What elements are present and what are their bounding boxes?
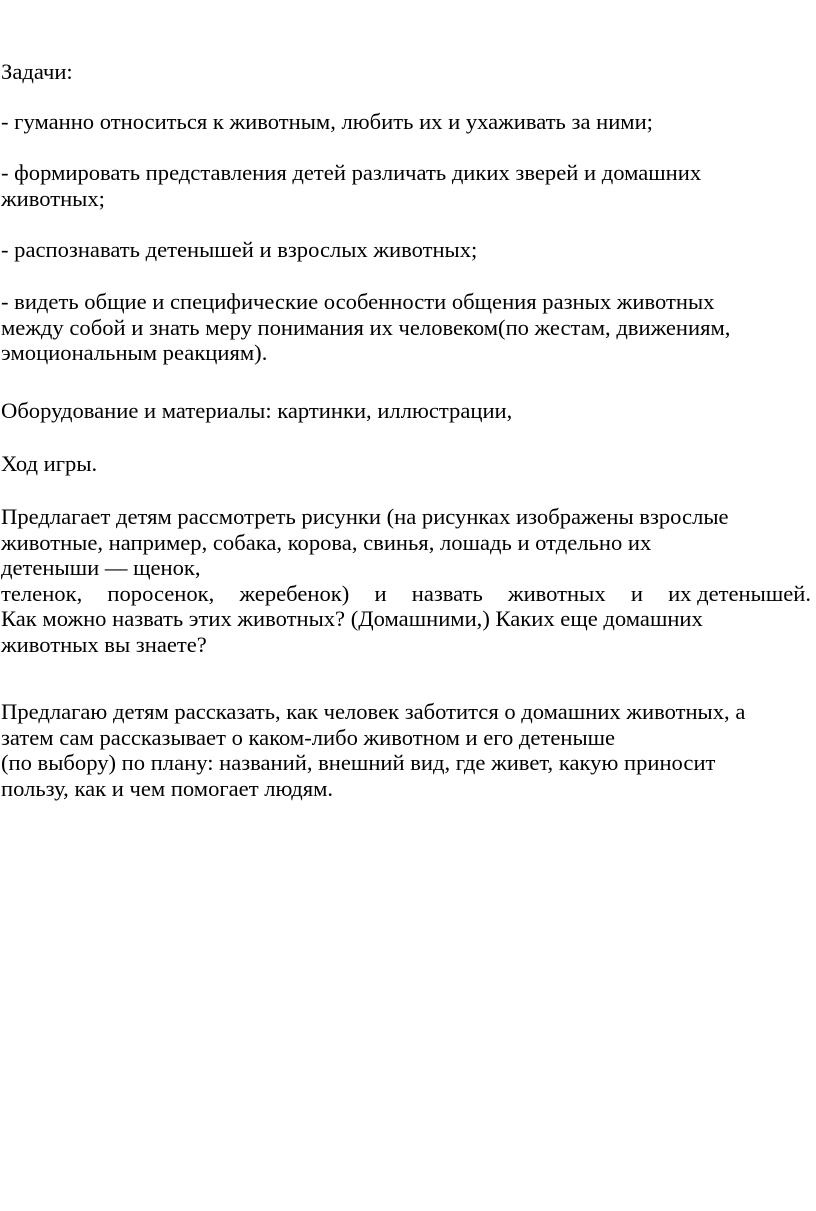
task-item-4: - видеть общие и специфические особенности общения разных животных между собой и знать меру понимания их человеком(по жестам, движениям, эмоциональным реакциям).	[1, 289, 731, 366]
game-paragraph-2: Предлагаю детям рассказать, как человек заботится о домашних животных, а затем сам рассказывает о каком-либо животном и его детеныше (по выбору) по плану: названий, внешний вид, где живет, какую приносит пользу, как и чем помогает людям.	[1, 699, 746, 801]
task-item-2: - формировать представления детей различать диких зверей и домашних животных;	[1, 160, 702, 211]
justified-line: теленок, поросенок, жеребенок) и назвать животных и их детенышей.	[1, 580, 811, 606]
tasks-heading: Задачи:	[1, 59, 73, 84]
task-item-1: - гуманно относиться к животным, любить их и ухаживать за ними;	[1, 109, 653, 134]
game-heading: Ход игры.	[1, 451, 98, 476]
equipment-line: Оборудование и материалы: картинки, иллюстрации,	[1, 398, 513, 423]
task-item-3: - распознавать детенышей и взрослых животных;	[1, 237, 478, 262]
game-paragraph-1: Предлагает детям рассмотреть рисунки (на рисунках изображены взрослые животные, например, собака, корова, свинья, лошадь и отдельно их детеныши — щенок, теленок, поросенок, жеребенок) и назвать животных и их детенышей. Как можно назвать этих животных? (Домашними,) Каких еще домашних животных вы знаете?	[1, 504, 811, 657]
